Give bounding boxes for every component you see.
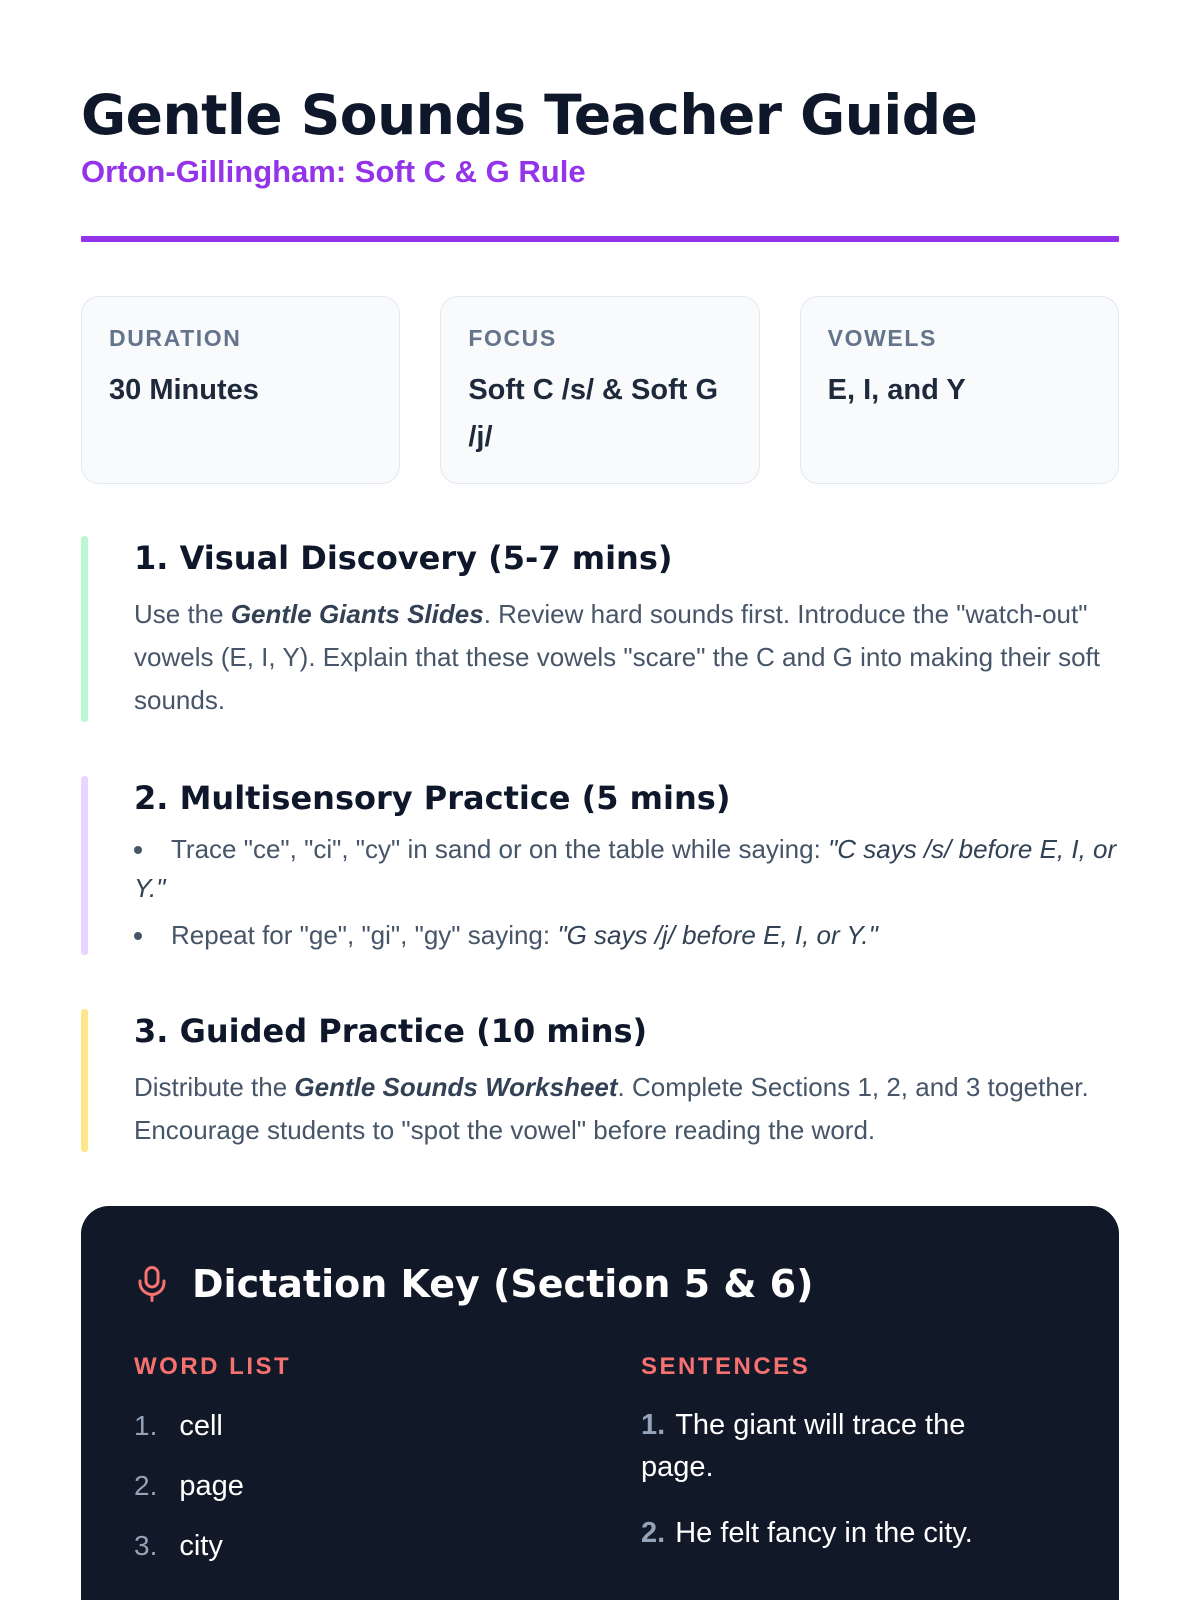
step-text: . Review hard sounds first. Introduce the "watch-out" vowels (E, I, Y). Explain that these vowels "scare" the C and G into making their soft sounds. [134, 599, 1100, 715]
list-item [134, 1528, 641, 1564]
list-item [134, 830, 1119, 908]
bullet-dot-icon [134, 932, 142, 940]
list-item [134, 1468, 641, 1504]
list-item [641, 1404, 1011, 1488]
item-number: 2. [134, 1470, 158, 1501]
step-resource-name: Gentle Giants Slides [230, 599, 484, 629]
step-multisensory-practice [81, 776, 1119, 955]
dictation-columns [134, 1352, 1066, 1588]
item-number: 2. [641, 1517, 666, 1549]
bullet-dot-icon [134, 846, 142, 854]
sentences-label: SENTENCES [641, 1353, 811, 1380]
page-subtitle: Orton-Gillingham: Soft C & G Rule [81, 154, 586, 189]
dictation-word: cell [179, 1410, 223, 1442]
step-title: 1. Visual Discovery (5-7 mins) [134, 539, 673, 577]
dictation-sentence: He felt fancy in the city. [675, 1517, 973, 1549]
info-cards [81, 296, 1119, 484]
dictation-word: page [179, 1470, 244, 1502]
bullet-quote: "G says /j/ before E, I, or Y." [557, 920, 878, 950]
step-text: Distribute the [134, 1072, 295, 1102]
list-item [641, 1512, 1066, 1554]
step-text: Use the [134, 599, 231, 629]
card-label: FOCUS [468, 325, 557, 351]
dictation-header [134, 1256, 1066, 1312]
step-visual-discovery [81, 536, 1119, 722]
card-label: DURATION [109, 325, 242, 351]
step-description [134, 593, 1119, 722]
card-value: E, I, and Y [827, 374, 966, 406]
list-item [134, 1408, 641, 1444]
vowels-card [800, 296, 1119, 484]
bullet-quote: "C says /s/ before E, I, or Y." [134, 834, 1117, 903]
microphone-icon [134, 1264, 170, 1304]
item-number: 3. [134, 1530, 158, 1561]
card-value: 30 Minutes [109, 374, 259, 406]
dictation-sentence: The giant will trace the page. [641, 1409, 966, 1483]
step-title: 2. Multisensory Practice (5 mins) [134, 779, 731, 817]
card-label: VOWELS [827, 325, 937, 351]
step-guided-practice [81, 1009, 1119, 1152]
step-title: 3. Guided Practice (10 mins) [134, 1012, 648, 1050]
step-accent-bar [81, 776, 88, 955]
bullet-text: Trace "ce", "ci", "cy" in sand or on the table while saying: [171, 834, 829, 864]
list-item [134, 916, 1119, 955]
dictation-title: Dictation Key (Section 5 & 6) [192, 1262, 814, 1306]
sentences-column [641, 1352, 1066, 1588]
step-resource-name: Gentle Sounds Worksheet [294, 1072, 618, 1102]
item-number: 1. [641, 1409, 666, 1441]
item-number: 1. [134, 1410, 158, 1441]
step-description [134, 1066, 1119, 1152]
step-text: . Complete Sections 1, 2, and 3 together. Encourage students to "spot the vowel" before reading the word. [134, 1072, 1089, 1145]
header-divider [81, 236, 1119, 242]
word-list-label: WORD LIST [134, 1353, 292, 1380]
dictation-word: city [179, 1530, 223, 1562]
duration-card [81, 296, 400, 484]
bullet-text: Repeat for "ge", "gi", "gy" saying: [171, 920, 558, 950]
word-list-column [134, 1352, 641, 1588]
card-value: Soft C /s/ & Soft G /j/ [468, 374, 719, 453]
dictation-key-panel [81, 1206, 1119, 1600]
focus-card [440, 296, 759, 484]
step-accent-bar [81, 1009, 88, 1152]
step-accent-bar [81, 536, 88, 722]
word-list [134, 1408, 641, 1564]
sentence-list [641, 1404, 1066, 1554]
practice-bullet-list [134, 830, 1119, 955]
page-title: Gentle Sounds Teacher Guide [81, 83, 978, 147]
